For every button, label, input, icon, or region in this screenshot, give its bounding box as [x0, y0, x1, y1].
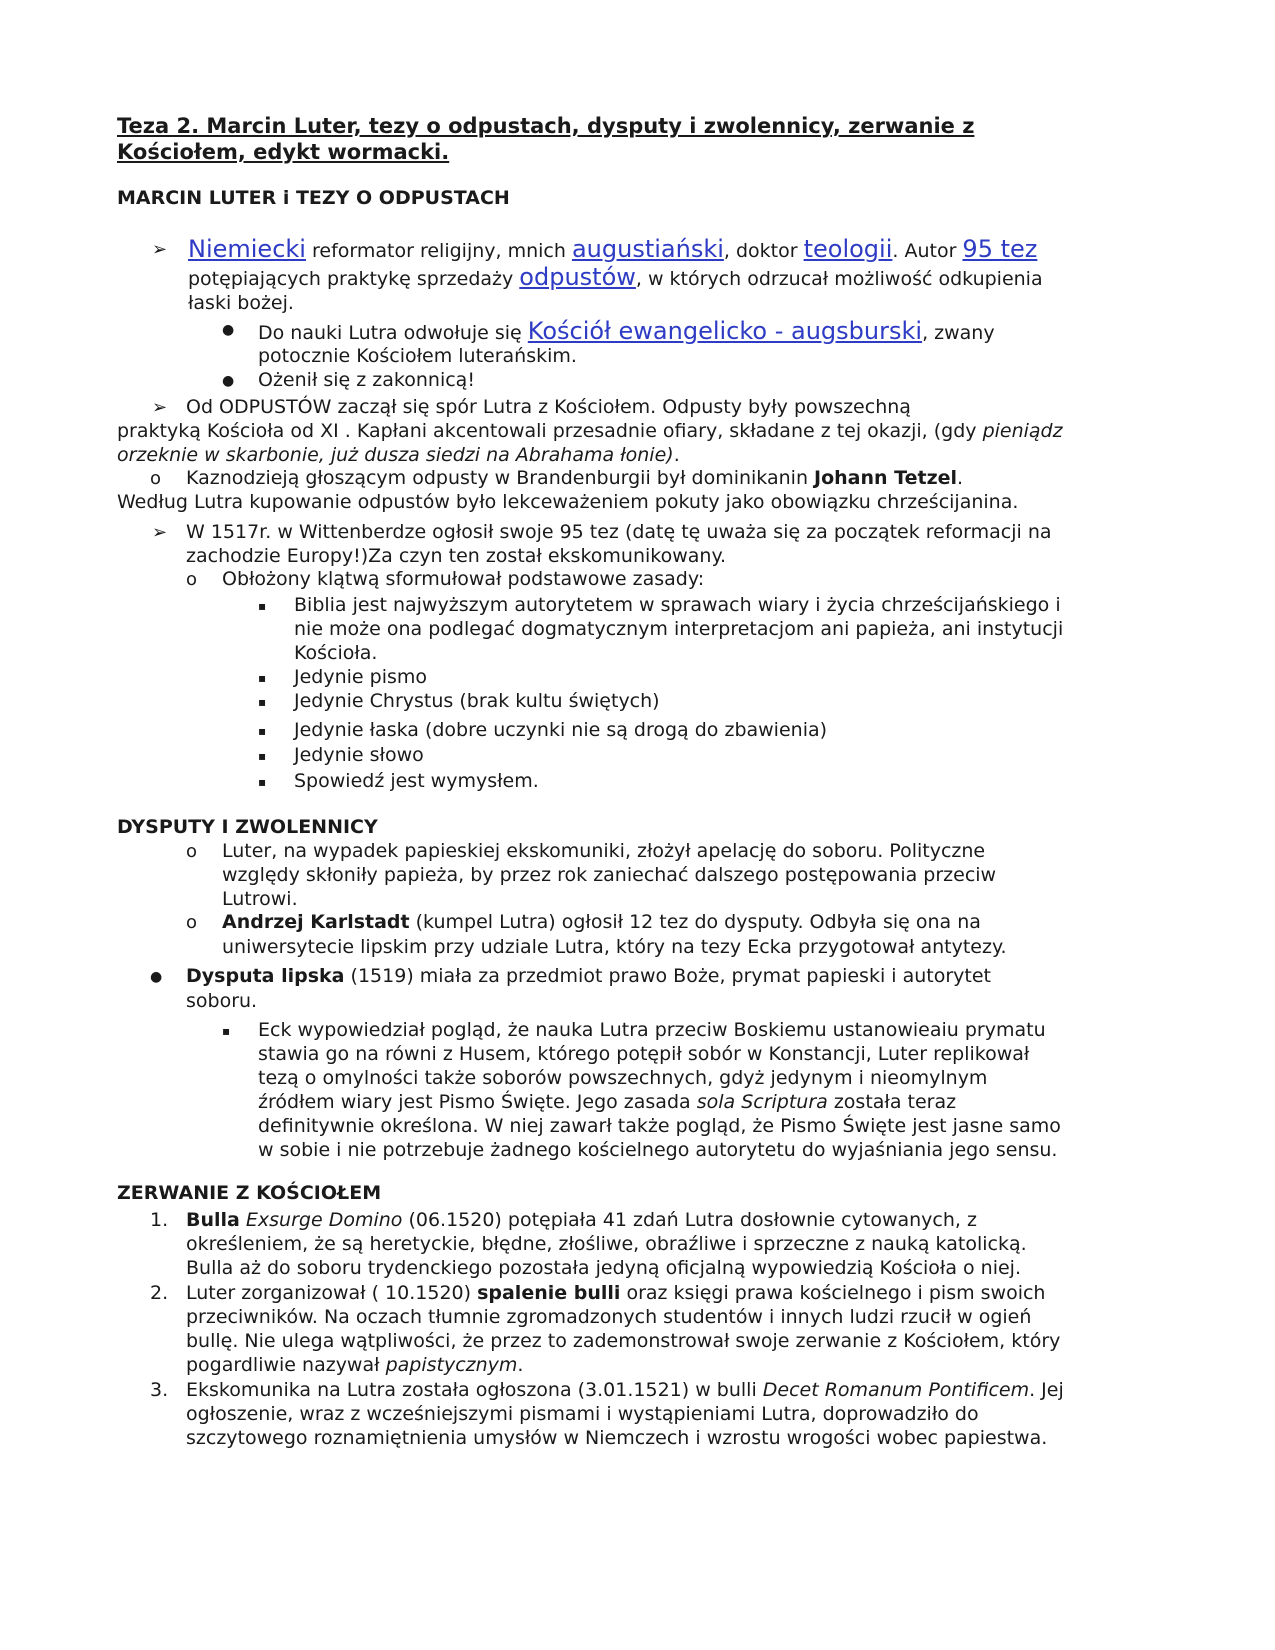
paragraph-tetzel-line-2: Według Lutra kupowanie odpustów było lekceważeniem pokuty jako obowiązku chrześcijanina. [117, 491, 1019, 513]
paragraph-odpusty-line-1: Od ODPUSTÓW zaczął się spór Lutra z Kościołem. Odpusty były powszechną [186, 396, 911, 418]
link-augustianski[interactable]: augustiański [571, 235, 724, 263]
paragraph-eck-line-2: stawia go na równi z Husem, którego potępił sobór w Konstancji, Luter replikował [258, 1043, 1030, 1065]
paragraph-eck-line-1: Eck wypowiedział pogląd, że nauka Lutra przeciw Boskiemu ustanowieaiu prymatu [258, 1019, 1046, 1041]
principle-line-2: nie może ona podlegać dogmatycznym interpretacjom ani papieża, ani instytucji [294, 618, 1064, 640]
bullet-dot-icon: ● [222, 322, 235, 338]
paragraph-apelacja-line-2: względy skłoniły papieża, by przez rok zaniechać dalszego postępowania przeciw [222, 864, 997, 886]
circle-bullet-icon: o [150, 468, 162, 489]
section-heading-zerwanie: ZERWANIE Z KOŚCIOŁEM [117, 1182, 382, 1204]
bullet-kosciol-line-1: Do nauki Lutra odwołuje się Kościół ewangelicko - augsburski, zwany [258, 317, 995, 345]
paragraph-klatwa: Obłożony klątwą sformułował podstawowe zasady: [222, 568, 705, 590]
paragraph-dysputa-lipska-line-1: Dysputa lipska (1519) miała za przedmiot prawo Boże, prymat papieski i autorytet [186, 965, 991, 987]
list-number: 2. [150, 1282, 169, 1304]
circle-bullet-icon: o [186, 569, 198, 590]
principle-jedynie-laska: Jedynie łaska (dobre uczynki nie są drogą do zbawienia) [294, 719, 828, 741]
square-bullet-icon: ▪ [258, 775, 267, 789]
principle-line-3: Kościoła. [294, 642, 378, 664]
square-bullet-icon: ▪ [258, 599, 267, 613]
section-heading-dysputy: DYSPUTY I ZWOLENNICY [117, 816, 378, 838]
paragraph-eck-line-3: tezą o omylności także soborów powszechnych, gdyż jedynym i nieomylnym [258, 1067, 988, 1089]
paragraph-eck-line-5: definitywnie określona. W niej zawarł także pogląd, że Pismo Święte jest jasne samo [258, 1115, 1061, 1137]
paragraph-odpusty-line-2: praktyką Kościoła od XI . Kapłani akcentowali przesadnie ofiary, składane z tej okazji, (gdy pieniądz [117, 420, 1063, 442]
square-bullet-icon: ▪ [258, 749, 267, 763]
paragraph-luter-intro-line-1: Niemiecki reformator religijny, mnich augustiański, doktor teologii. Autor 95 tez [188, 235, 1038, 263]
paragraph-luter-intro-line-3: łaski bożej. [188, 292, 294, 314]
bullet-dot-icon: ● [222, 373, 235, 389]
item-spalenie-line-4: pogardliwie nazywał papistycznym. [186, 1354, 524, 1376]
paragraph-tetzel-line-1: Kaznodzieją głoszącym odpusty w Brandenburgii był dominikanin Johann Tetzel. [186, 467, 964, 489]
arrow-bullet-icon: ➢ [152, 522, 168, 543]
item-bulla-line-3: Bulla aż do soboru trydenckiego pozostała jedyną oficjalną wypowiedzią Kościoła o niej. [186, 1257, 1021, 1279]
item-spalenie-line-3: bullę. Nie ulega wątpliwości, że przez to zademonstrował swoje zerwanie z Kościołem, który [186, 1330, 1061, 1352]
bullet-ozenil: Ożenił się z zakonnicą! [258, 369, 475, 391]
list-number: 1. [150, 1209, 169, 1231]
item-spalenie-line-1: Luter zorganizował ( 10.1520) spalenie bulli oraz księgi prawa kościelnego i pism swoich [186, 1282, 1046, 1304]
paragraph-1517-line-1: W 1517r. w Wittenberdze ogłosił swoje 95 tez (datę tę uważa się za początek reformacji na [186, 521, 1052, 543]
paragraph-luter-intro-line-2: potępiających praktykę sprzedaży odpustów, w których odrzucał możliwość odkupienia [188, 263, 1043, 291]
principle-jedynie-chrystus: Jedynie Chrystus (brak kultu świętych) [294, 690, 660, 712]
paragraph-apelacja-line-1: Luter, na wypadek papieskiej ekskomuniki, złożył apelację do soboru. Polityczne [222, 840, 986, 862]
paragraph-dysputa-lipska-line-2: soboru. [186, 990, 258, 1012]
item-spalenie-line-2: przeciwników. Na oczach tłumnie zgromadzonych studentów i innych ludzi rzucił w ogień [186, 1306, 1032, 1328]
paragraph-eck-line-6: w sobie i nie potrzebuje żadnego kościelnego autorytetu do wyjaśniania jego sensu. [258, 1139, 1058, 1161]
link-kosciol-ewangelicko-augsburski[interactable]: Kościół ewangelicko - augsburski [527, 317, 923, 345]
paragraph-1517-line-2: zachodzie Europy!)Za czyn ten został ekskomunikowany. [186, 545, 727, 567]
bullet-kosciol-line-2: potocznie Kościołem luterańskim. [258, 345, 577, 367]
paragraph-odpusty-line-3: orzeknie w skarbonie, już dusza siedzi na Abrahama łonie). [117, 444, 680, 466]
section-heading-marcin-luter: MARCIN LUTER i TEZY O ODPUSTACH [117, 187, 510, 209]
square-bullet-icon: ▪ [258, 695, 267, 709]
principle-jedynie-pismo: Jedynie pismo [294, 666, 428, 688]
link-odpustow[interactable]: odpustów [519, 263, 636, 291]
item-bulla-line-1: Bulla Exsurge Domino (06.1520) potępiała 41 zdań Lutra dosłownie cytowanych, z [186, 1209, 977, 1231]
paragraph-karlstadt-line-1: Andrzej Karlstadt (kumpel Lutra) ogłosił 12 tez do dysputy. Odbyła się ona na [222, 911, 981, 933]
square-bullet-icon: ▪ [258, 671, 267, 685]
arrow-bullet-icon: ➢ [152, 397, 168, 418]
list-number: 3. [150, 1379, 169, 1401]
bullet-dot-icon: ● [150, 969, 163, 985]
item-bulla-line-2: określeniem, że są heretyckie, błędne, złośliwe, obraźliwe i sprzeczne z nauką katolicką. [186, 1233, 1027, 1255]
principle-jedynie-slowo: Jedynie słowo [294, 744, 424, 766]
arrow-bullet-icon: ➢ [152, 239, 168, 260]
circle-bullet-icon: o [186, 912, 198, 933]
principle-spowiedz: Spowiedź jest wymysłem. [294, 770, 539, 792]
item-ekskomunika-line-1: Ekskomunika na Lutra została ogłoszona (3.01.1521) w bulli Decet Romanum Pontificem. Jej [186, 1379, 1064, 1401]
circle-bullet-icon: o [186, 841, 198, 862]
principle-line-1: Biblia jest najwyższym autorytetem w sprawach wiary i życia chrześcijańskiego i [294, 594, 1061, 616]
link-teologii[interactable]: teologii [803, 235, 893, 263]
square-bullet-icon: ▪ [222, 1024, 231, 1038]
link-niemiecki[interactable]: Niemiecki [188, 235, 306, 263]
page-title-line-2: Kościołem, edykt wormacki. [117, 140, 450, 164]
square-bullet-icon: ▪ [258, 724, 267, 738]
page-title-line-1: Teza 2. Marcin Luter, tezy o odpustach, dysputy i zwolennicy, zerwanie z [117, 114, 975, 138]
link-95-tez[interactable]: 95 tez [962, 235, 1038, 263]
item-ekskomunika-line-3: szczytowego roznamiętnienia umysłów w Niemczech i wzrostu wrogości wobec papiestwa. [186, 1427, 1048, 1449]
paragraph-eck-line-4: źródłem wiary jest Pismo Święte. Jego zasada sola Scriptura została teraz [258, 1091, 957, 1113]
paragraph-karlstadt-line-2: uniwersytecie lipskim przy udziale Lutra, który na tezy Ecka przygotował antytezy. [222, 936, 1007, 958]
paragraph-apelacja-line-3: Lutrowi. [222, 888, 298, 910]
item-ekskomunika-line-2: ogłoszenie, wraz z wcześniejszymi pismami i wystąpieniami Lutra, doprowadziło do [186, 1403, 979, 1425]
